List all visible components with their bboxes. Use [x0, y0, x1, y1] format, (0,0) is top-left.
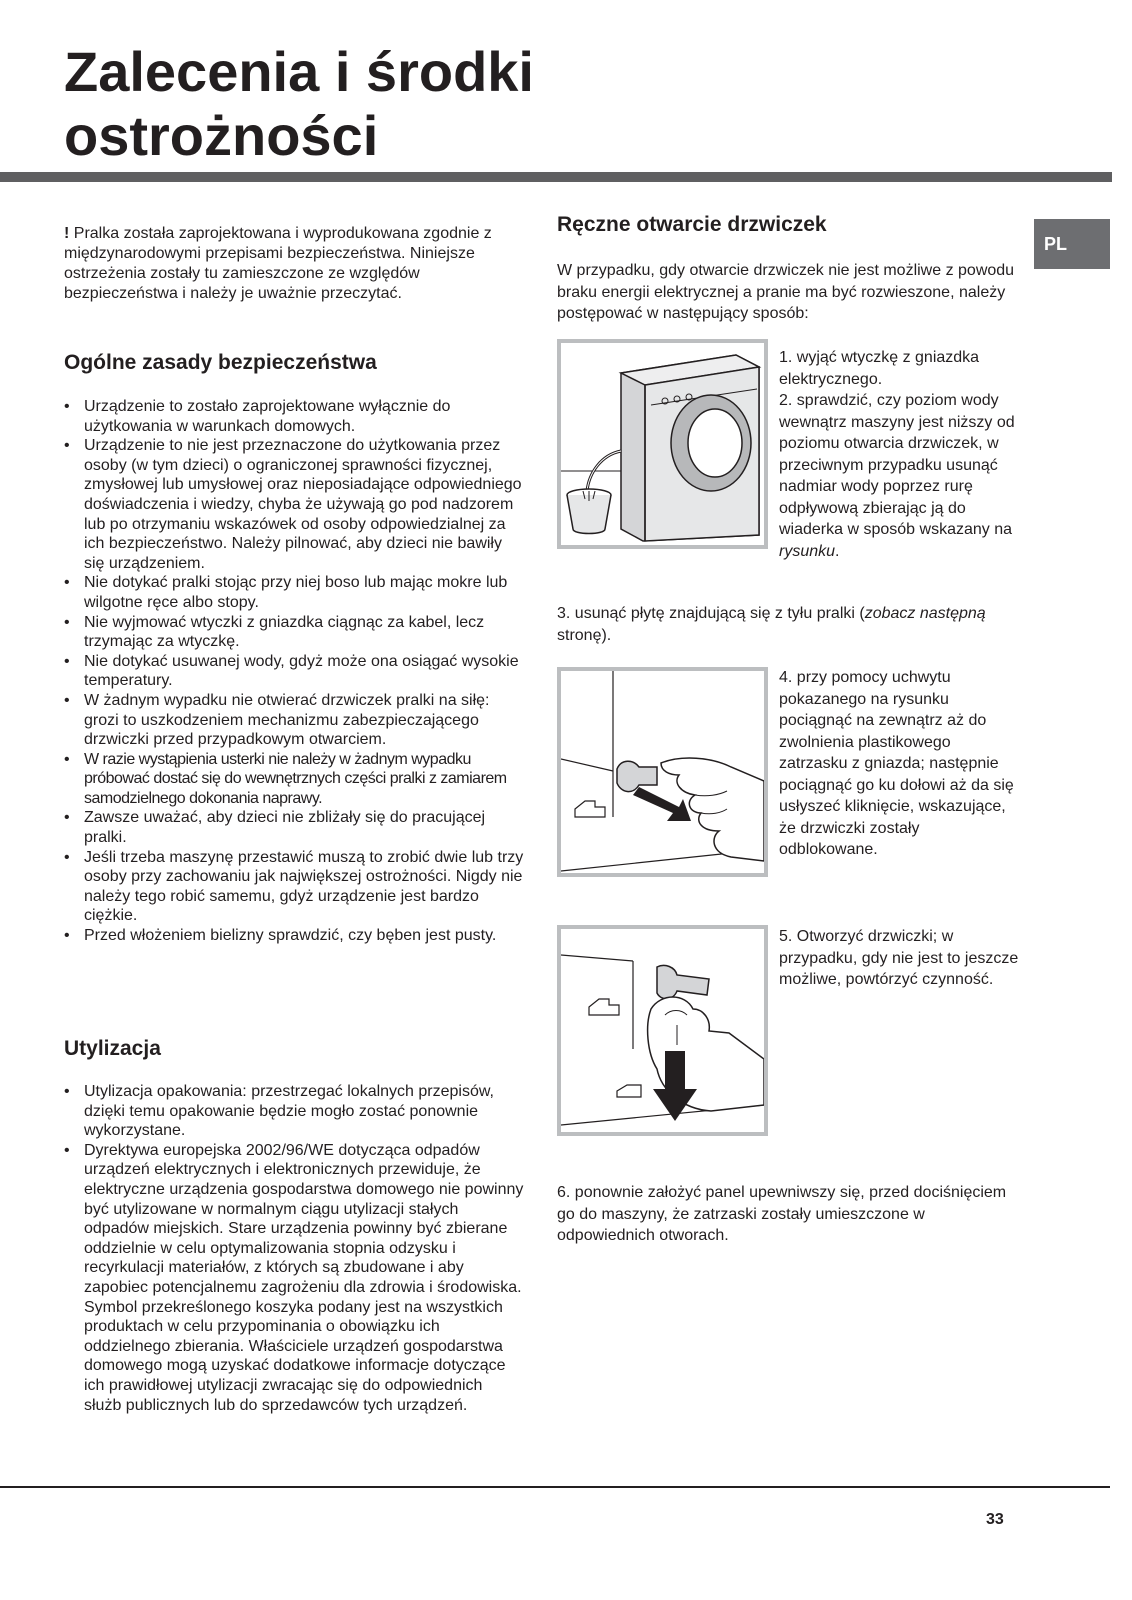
figure-pull-handle [557, 667, 768, 877]
disposal-list [64, 1082, 524, 1415]
figure-pull-down [557, 925, 768, 1136]
page-title-line-1: Zalecenia i środki [64, 40, 534, 103]
step-4-text: 4. przy pomocy uchwytu pokazanego na rysunku pociągnąć na zewnątrz aż do zwolnienia plastikowego zatrzasku z gniazda; następnie pociągnąć go ku dołowi aż da się usłyszeć kliknięcie, wskazujące, że drzwiczki zostały odblokowane. [779, 669, 1014, 858]
list-item: • Zawsze uważać, aby dzieci nie zbliżały się do pracującej pralki. [64, 808, 524, 847]
list-item: • Nie dotykać usuwanej wody, gdyż może ona osiągać wysokie temperatury. [64, 652, 524, 691]
list-item: • Dyrektywa europejska 2002/96/WE dotycząca odpadów urządzeń elektrycznych i elektronicznych przewiduje, że elektryczne urządzenia gospodarstwa domowego nie powinny być utylizowane w normalnym ciągu utylizacji stałych odpadów miejskich. Stare urządzenia powinny być zbierane oddzielnie w celu optymalizowania stopnia odzysku i recyrkulacji materiałów, z których są zbudowane i aby zapobiec potencjalnemu zagrożeniu dla zdrowia i środowiska. Symbol przekreślonego koszyka podany jest na wszystkich produktach w celu przypominania o obowiązku ich oddzielnego zbierania. Właściciele urządzeń gospodarstwa domowego mogą uzyskać dodatkowe informacje dotyczące ich prawidłowej utylizacji zwracając się do odpowiednich służb publicznych lub do sprzedawców tych urządzeń. [64, 1141, 524, 1415]
pull-down-illustration [561, 929, 764, 1132]
intro-paragraph [64, 224, 524, 304]
pull-handle-illustration [561, 671, 764, 874]
disposal-heading: Utylizacja [64, 1037, 161, 1060]
manual-door-intro: W przypadku, gdy otwarcie drzwiczek nie jest możliwe z powodu braku energii elektrycznej a pranie ma być rozwieszone, należy postępować w następujący sposób: [557, 262, 1015, 322]
page-number: 33 [986, 1511, 1004, 1528]
list-item: • Urządzenie to nie jest przeznaczone do użytkowania przez osoby (w tym dzieci) o ograniczonej sprawności fizycznej, zmysłowej lub umysłowej oraz nieposiadające odpowiedniego doświadczenia i wiedzy, chyba że używają go pod nadzorem lub po otrzymaniu wskazówek od osoby odpowiedzialnej za ich bezpieczeństwo. Należy pilnować, aby dzieci nie bawiły się urządzeniem. [64, 436, 524, 573]
list-item: • Jeśli trzeba maszynę przestawić muszą to zrobić dwie lub trzy osoby przy zachowaniu jak największej ostrożności. Nigdy nie należy tego robić samemu, gdyż urządzenie jest bardzo ciężkie. [64, 848, 524, 926]
list-item: • W razie wystąpienia usterki nie należy w żadnym wypadku próbować dostać się do wewnętrznych części pralki z zamiarem samodzielnego dokonania naprawy. [64, 750, 524, 809]
intro-text: Pralka została zaprojektowana i wyprodukowana zgodnie z międzynarodowymi przepisami bezpieczeństwa. Niniejsze ostrzeżenia zostały tu zamieszczone ze względów bezpieczeństwa i należy je uważnie przeczytać. [64, 225, 492, 302]
step-5-text: 5. Otworzyć drzwiczki; w przypadku, gdy nie jest to jeszcze możliwe, powtórzyć czynność. [779, 928, 1019, 988]
washing-machine-illustration [561, 343, 764, 546]
step-1-text: 1. wyjąć wtyczkę z gniazdka elektrycznego. [779, 349, 980, 388]
list-item: • Nie wyjmować wtyczki z gniazdka ciągnąc za kabel, lecz trzymając za wtyczkę. [64, 613, 524, 652]
footer-divider [0, 1486, 1110, 1488]
general-safety-list [64, 397, 524, 946]
language-tab: PL [1034, 219, 1110, 269]
step-3-text: 3. usunąć płytę znajdującą się z tyłu pralki (zobacz następną stronę). [557, 605, 986, 644]
page-title-line-2: ostrożności [64, 104, 379, 167]
step-2-text: 2. sprawdzić, czy poziom wody wewnątrz maszyny jest niższy od poziomu otwarcia drzwiczek, w przeciwnym przypadku usunąć nadmiar wody poprzez rurę odpływową zbierając ją do wiaderka w sposób wskazany na rysunku. [779, 392, 1015, 560]
list-item: • Przed włożeniem bielizny sprawdzić, czy bęben jest pusty. [64, 926, 524, 946]
list-item: • W żadnym wypadku nie otwierać drzwiczek pralki na siłę: grozi to uszkodzeniem mechanizmu zabezpieczającego drzwiczki przed przypadkowym otwarciem. [64, 691, 524, 750]
general-safety-heading: Ogólne zasady bezpieczeństwa [64, 351, 377, 374]
figure-drain-water [557, 339, 768, 549]
list-item: • Utylizacja opakowania: przestrzegać lokalnych przepisów, dzięki temu opakowanie będzie mogło zostać ponownie wykorzystane. [64, 1082, 524, 1141]
title-divider [0, 172, 1112, 182]
list-item: • Nie dotykać pralki stojąc przy niej boso lub mając mokre lub wilgotne ręce albo stopy. [64, 573, 524, 612]
manual-door-heading: Ręczne otwarcie drzwiczek [557, 213, 827, 236]
warning-mark: ! [64, 225, 70, 242]
step-6-text: 6. ponownie założyć panel upewniwszy się, przed dociśnięciem go do maszyny, że zatrzaski zostały umieszczone w odpowiednich otworach. [557, 1184, 1007, 1244]
steps-1-2 [779, 347, 1019, 562]
list-item: • Urządzenie to zostało zaprojektowane wyłącznie do użytkowania w warunkach domowych. [64, 397, 524, 436]
page-title [64, 40, 764, 168]
